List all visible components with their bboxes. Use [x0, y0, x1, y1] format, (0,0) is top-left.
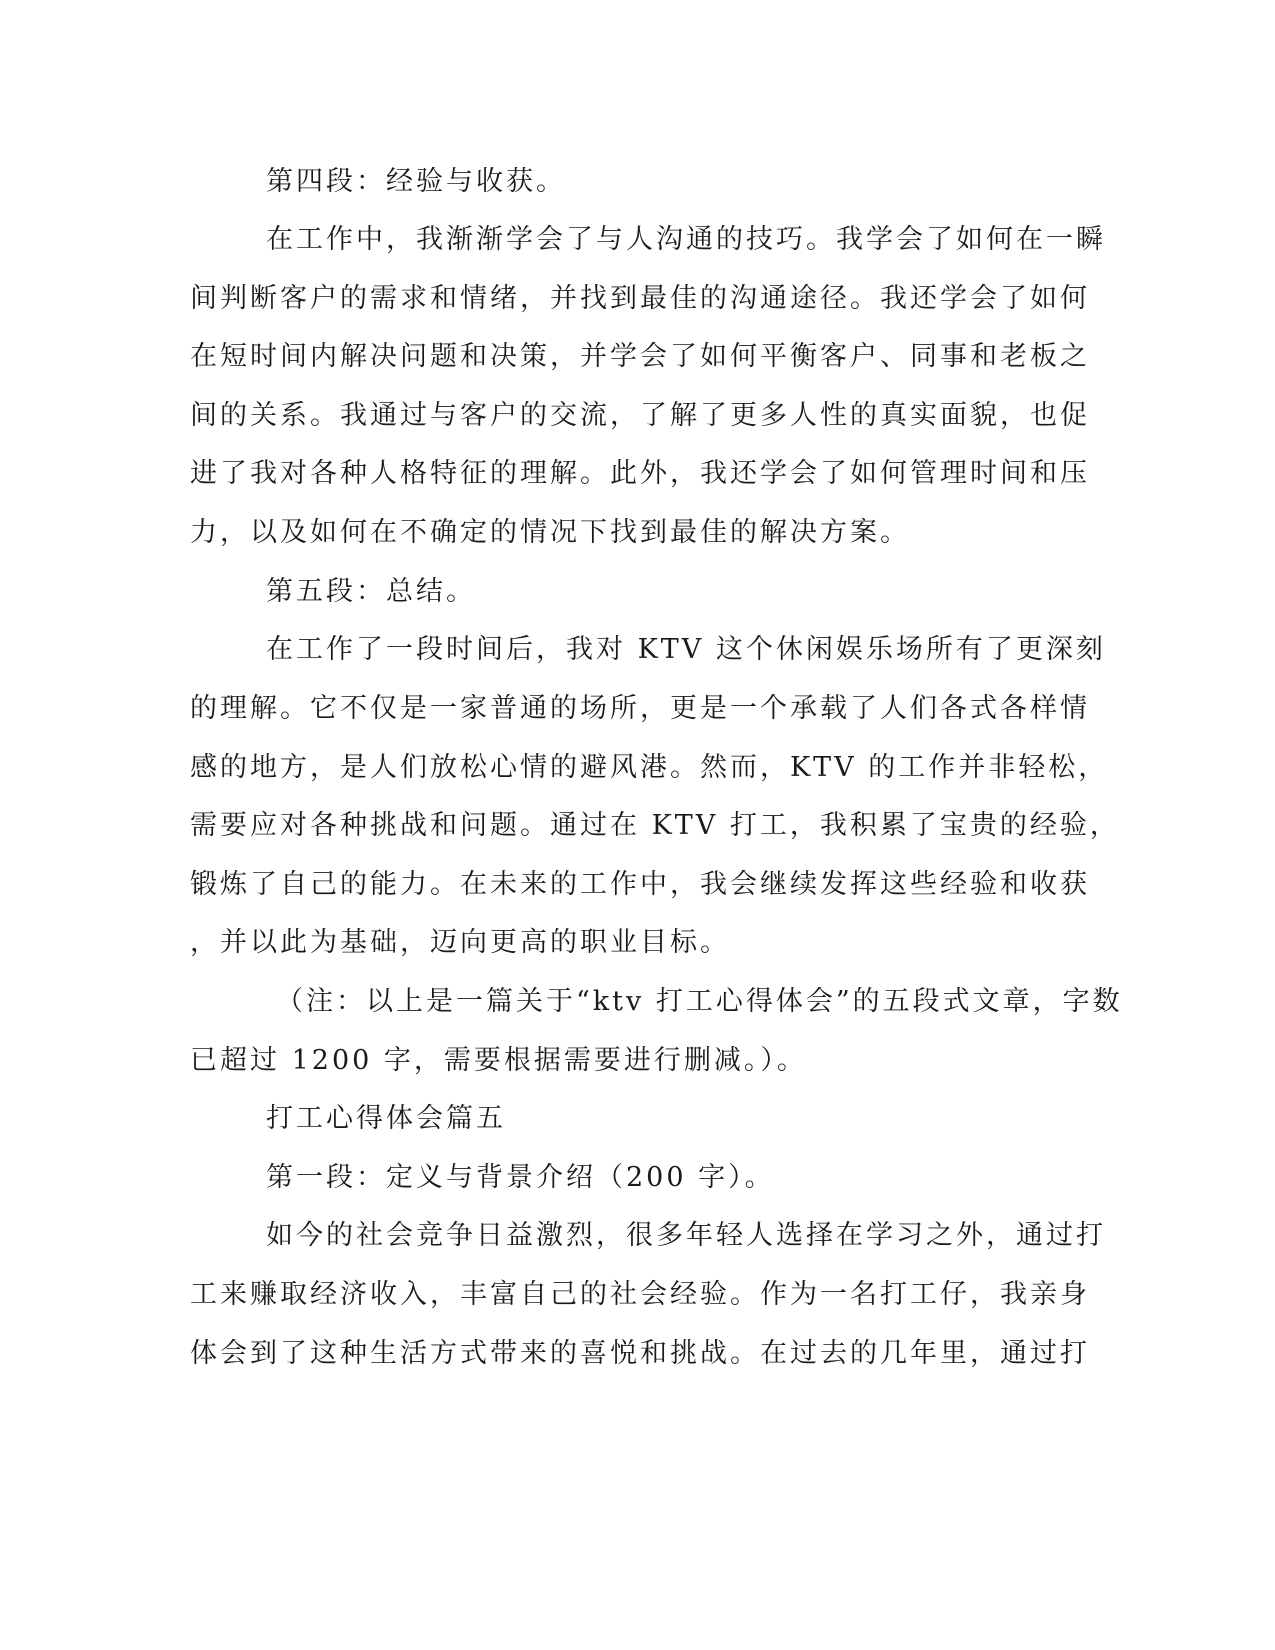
chapter-title: 打工心得体会篇五: [266, 1103, 506, 1134]
paragraph-line: 间的关系。我通过与客户的交流，了解了更多人性的真实面貌，也促: [190, 400, 1090, 431]
section-heading-5: 第五段：总结。: [266, 576, 476, 607]
paragraph-line: 力，以及如何在不确定的情况下找到最佳的解决方案。: [190, 517, 910, 548]
paragraph-line: 进了我对各种人格特征的理解。此外，我还学会了如何管理时间和压: [190, 458, 1090, 489]
paragraph-line: 间判断客户的需求和情绪，并找到最佳的沟通途径。我还学会了如何: [190, 283, 1090, 314]
paragraph-line: ，并以此为基础，迈向更高的职业目标。: [190, 927, 730, 958]
section-heading-1: 第一段：定义与背景介绍（200 字）。: [266, 1162, 775, 1193]
paragraph-line: 工来赚取经济收入，丰富自己的社会经验。作为一名打工仔，我亲身: [190, 1279, 1090, 1310]
paragraph-line: 在工作了一段时间后，我对 KTV 这个休闲娱乐场所有了更深刻: [266, 634, 1106, 665]
paragraph-line: 体会到了这种生活方式带来的喜悦和挑战。在过去的几年里，通过打: [190, 1338, 1090, 1369]
section-heading-4: 第四段：经验与收获。: [266, 166, 566, 197]
paragraph-line: 锻炼了自己的能力。在未来的工作中，我会继续发挥这些经验和收获: [190, 869, 1090, 900]
paragraph-line: 需要应对各种挑战和问题。通过在 KTV 打工，我积累了宝贵的经验，: [190, 810, 1120, 841]
paragraph-line: 在工作中，我渐渐学会了与人沟通的技巧。我学会了如何在一瞬: [266, 224, 1106, 255]
paragraph-line: 感的地方，是人们放松心情的避风港。然而，KTV 的工作并非轻松，: [190, 752, 1109, 783]
paragraph-line: 在短时间内解决问题和决策，并学会了如何平衡客户、同事和老板之: [190, 341, 1090, 372]
note-line: 已超过 1200 字，需要根据需要进行删减。）。: [190, 1045, 807, 1076]
paragraph-line: 的理解。它不仅是一家普通的场所，更是一个承载了人们各式各样情: [190, 693, 1090, 724]
note-line: （注：以上是一篇关于“ktv 打工心得体会”的五段式文章，字数: [276, 986, 1123, 1017]
paragraph-line: 如今的社会竞争日益激烈，很多年轻人选择在学习之外，通过打: [266, 1220, 1106, 1251]
